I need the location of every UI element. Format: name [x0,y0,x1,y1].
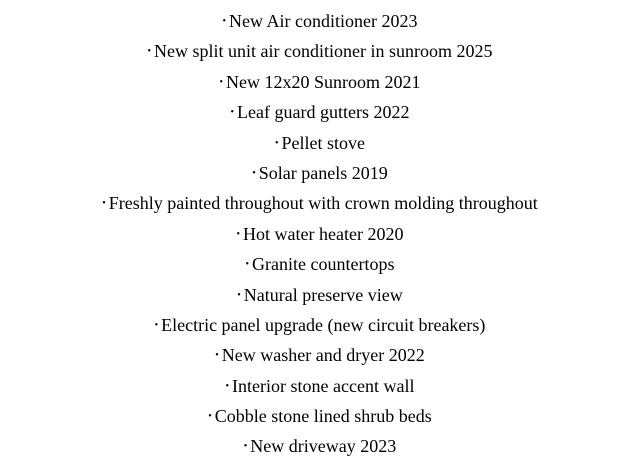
feature-text: Cobble stone lined shrub beds [214,406,432,427]
list-item [0,280,640,310]
list-item [0,67,640,97]
bullet-icon: • [215,350,219,362]
feature-text: New washer and dryer 2022 [221,345,425,366]
feature-text: Leaf guard gutters 2022 [237,102,410,123]
bullet-icon: • [219,76,223,88]
list-item [0,431,640,461]
bullet-icon: • [147,46,152,58]
list-item [0,371,640,401]
list-item [0,97,640,127]
bullet-icon: • [222,16,227,27]
feature-list [0,6,640,462]
feature-text: Solar panels 2019 [258,162,388,183]
list-item [0,128,640,158]
bullet-icon: • [102,198,106,210]
feature-text: New split unit air conditioner in sunroom 2025 [154,41,493,62]
list-item [0,6,640,36]
list-item [0,401,640,431]
feature-text: New Air conditioner 2023 [229,11,418,31]
bullet-icon: • [230,107,235,119]
feature-text: New driveway 2023 [250,436,397,457]
list-item [0,219,640,249]
bullet-icon: • [225,380,230,392]
bullet-icon: • [154,319,159,331]
bullet-icon: • [237,289,241,301]
feature-text: Pellet stove [281,132,365,153]
bullet-icon: • [243,441,248,453]
feature-text: Freshly painted throughout with crown molding throughout [108,193,538,214]
list-item [0,158,640,188]
feature-text: Interior stone accent wall [232,375,415,396]
list-item [0,340,640,370]
feature-text: Hot water heater 2020 [243,223,404,244]
feature-text: Natural preserve view [243,284,403,305]
list-item [0,310,640,340]
list-item [0,188,640,218]
feature-text: New 12x20 Sunroom 2021 [226,71,421,92]
bullet-icon: • [252,167,256,179]
feature-text: Electric panel upgrade (new circuit breakers) [161,314,486,335]
bullet-icon: • [236,228,241,240]
list-item [0,36,640,66]
bullet-icon: • [208,411,212,423]
bullet-icon: • [274,137,279,149]
feature-text: Granite countertops [252,254,395,275]
list-item [0,249,640,279]
bullet-icon: • [245,259,250,271]
